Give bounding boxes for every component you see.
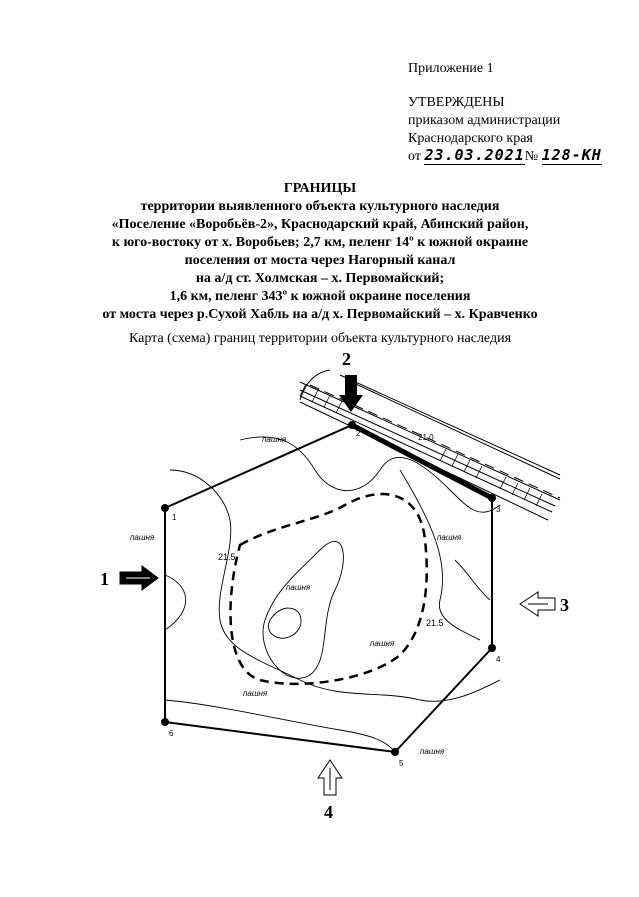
contour-label: 21.5 — [426, 618, 444, 628]
title-line-4: поселения от моста через Нагорный канал — [184, 253, 456, 268]
vertex-label-5: 5 — [399, 759, 404, 768]
contour-lines — [165, 437, 500, 752]
vertex-label-1: 1 — [172, 513, 177, 522]
view-arrow-3 — [520, 592, 555, 616]
view-arrow-4 — [318, 760, 342, 795]
contour-label: 21.5 — [218, 552, 236, 562]
view-arrow-1 — [120, 566, 158, 590]
vertex-6 — [161, 718, 169, 726]
view-number-3: 3 — [560, 595, 569, 615]
field-label: пашня — [370, 639, 395, 648]
appendix-label: Приложение 1 — [408, 61, 494, 76]
field-label: пашня — [262, 435, 287, 444]
map-caption: Карта (схема) границ территории объекта культурного наследия — [128, 331, 512, 346]
road — [300, 370, 560, 520]
vertex-3 — [488, 494, 496, 502]
handwritten-date: 23.03.2021 — [424, 146, 525, 164]
vertex-label-6: 6 — [169, 729, 174, 738]
document-heading: ГРАНИЦЫ — [283, 181, 357, 196]
title-line-2: «Поселение «Воробьёв-2», Краснодарский край, Абинский район, — [111, 217, 529, 232]
view-number-4: 4 — [324, 802, 333, 822]
title-line-5: на а/д ст. Холмская – х. Первомайский; — [195, 271, 445, 286]
view-number-1: 1 — [100, 569, 109, 589]
field-label: пашня — [437, 533, 462, 542]
date-prefix: от — [408, 149, 421, 164]
number-prefix: № — [524, 149, 539, 164]
vertex-1 — [161, 504, 169, 512]
field-label: пашня — [130, 533, 155, 542]
field-label: пашня — [420, 747, 445, 756]
title-line-3: к юго-востоку от х. Воробьев; 2,7 км, пеленг 14º к южной окраине — [111, 235, 529, 250]
view-number-2: 2 — [342, 349, 351, 369]
vertex-4 — [488, 644, 496, 652]
vertex-label-2: 2 — [356, 429, 361, 438]
site-dashed-outline — [230, 494, 426, 684]
title-line-7: от моста через р.Сухой Хабль на а/д х. Первомайский – х. Кравченко — [102, 307, 538, 322]
view-arrow-2 — [339, 375, 363, 412]
order-line-2: Краснодарского края — [408, 131, 533, 146]
vertex-5 — [391, 748, 399, 756]
field-label: пашня — [243, 689, 268, 698]
vertex-label-3: 3 — [496, 505, 501, 514]
vertex-label-4: 4 — [496, 655, 501, 664]
road-elevation-label: 21.0 — [418, 433, 434, 442]
order-line-1: приказом администрации — [408, 113, 561, 128]
title-line-6: 1,6 км, пеленг 343º к южной окраине поселения — [169, 289, 471, 304]
vertex-2 — [348, 421, 356, 429]
field-label: пашня — [286, 583, 311, 592]
handwritten-number: 128-КН — [541, 146, 602, 164]
title-line-1: территории выявленного объекта культурного наследия — [140, 199, 500, 214]
approved-label: УТВЕРЖДЕНЫ — [408, 95, 505, 110]
